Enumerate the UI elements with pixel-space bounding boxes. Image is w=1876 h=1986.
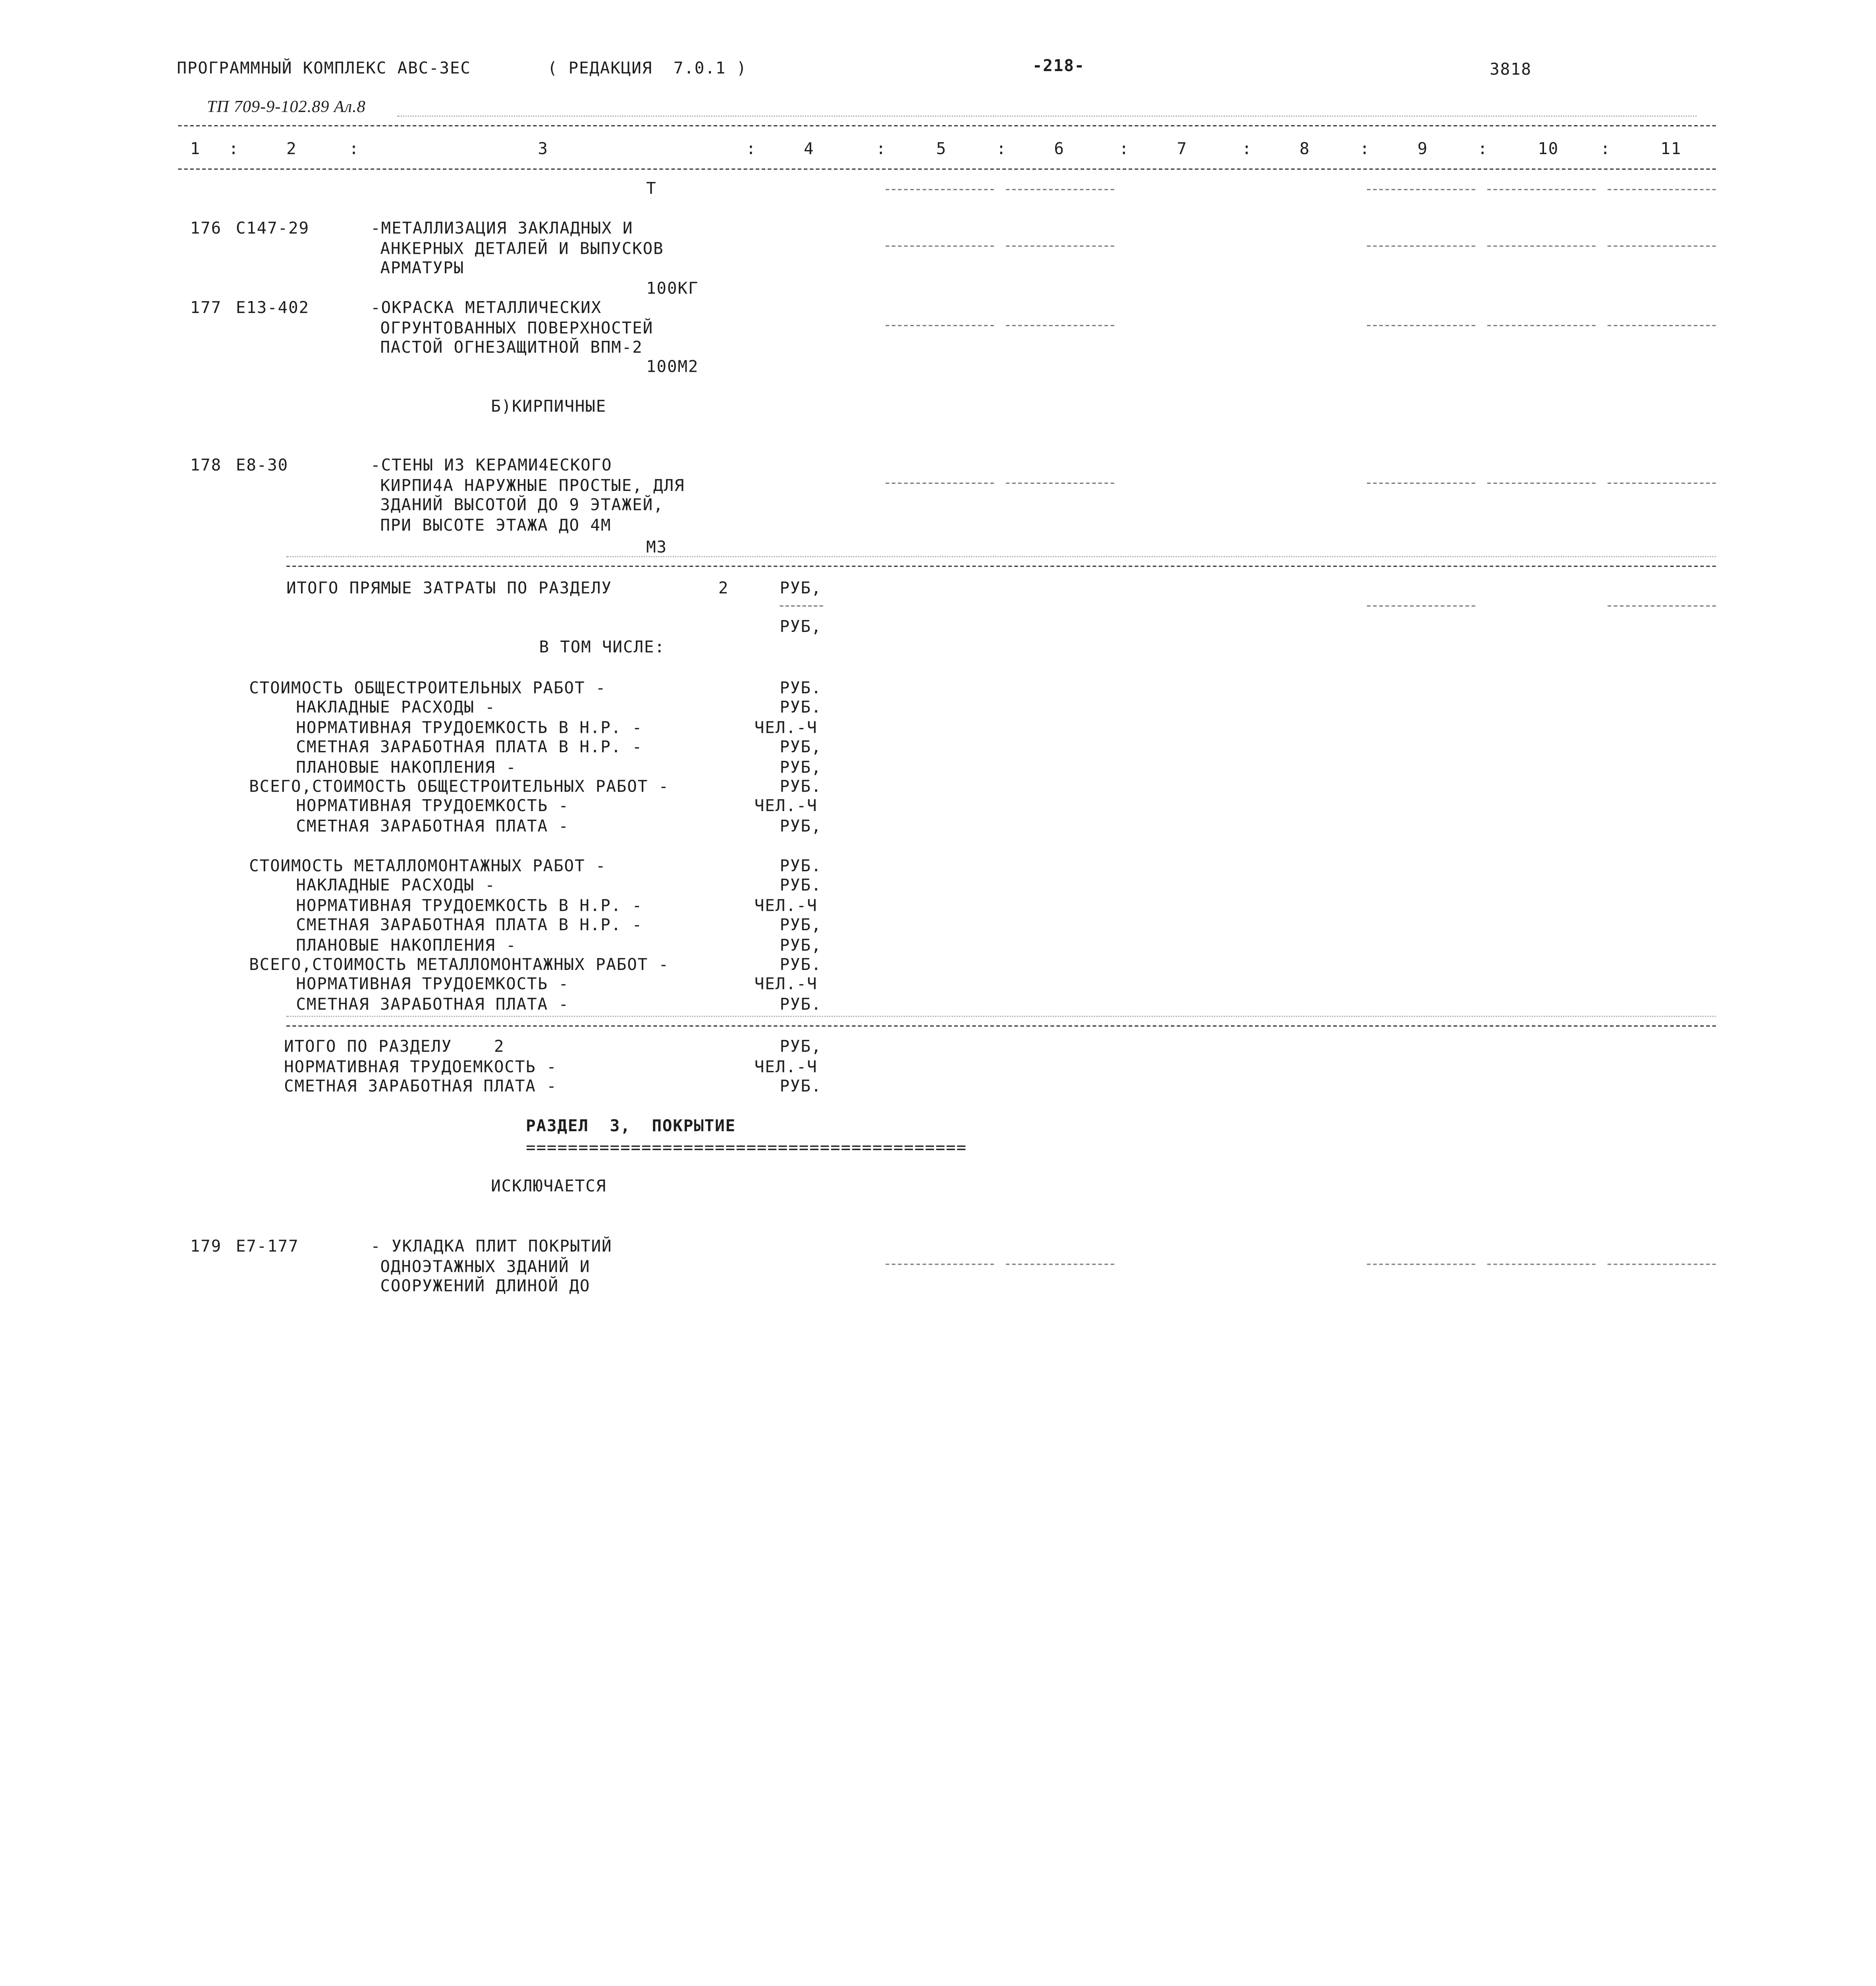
program-title: ПРОГРАММНЫЙ КОМПЛЕКС АВС-ЗЕС xyxy=(177,59,471,78)
unit-label: РУБ. xyxy=(780,955,822,975)
unit-label: РУБ. xyxy=(780,678,822,698)
summary-line-label: НОРМАТИВНАЯ ТРУДОЕМКОСТЬ - xyxy=(284,1057,557,1077)
divider xyxy=(1608,1264,1716,1265)
project-reference: ТП 709-9-102.89 Ал.8 xyxy=(207,99,366,117)
divider xyxy=(1006,189,1114,190)
column-number-4: 4 xyxy=(804,139,814,159)
column-separator: : xyxy=(228,139,239,159)
column-number-8: 8 xyxy=(1299,139,1310,159)
unit-label: РУБ. xyxy=(780,857,822,876)
cost-line-label: ВСЕГО,СТОИМОСТЬ МЕТАЛЛОМОНТАЖНЫХ РАБОТ - xyxy=(249,955,670,975)
column-number-6: 6 xyxy=(1054,139,1065,159)
unit-label: РУБ. xyxy=(780,698,822,718)
column-number-3: 3 xyxy=(538,139,548,159)
item-number: 176 xyxy=(190,219,222,238)
table-top-rule xyxy=(178,125,1716,126)
divider xyxy=(886,483,994,484)
including-label: В ТОМ ЧИСЛЕ: xyxy=(539,638,665,657)
divider xyxy=(1006,483,1114,484)
item-description: ПАСТОЙ ОГНЕЗАЩИТНОЙ ВПМ-2 xyxy=(380,338,643,357)
item-description: КИРПИ4А НАРУЖНЫЕ ПРОСТЫЕ, ДЛЯ xyxy=(380,476,685,495)
divider xyxy=(1608,245,1716,247)
item-description: ОДНОЭТАЖНЫХ ЗДАНИЙ И xyxy=(380,1257,591,1277)
unit-label: ЧЕЛ.-Ч xyxy=(754,718,818,738)
item-description: -ОКРАСКА МЕТАЛЛИЧЕСКИХ xyxy=(371,298,602,318)
item-description: - УКЛАДКА ПЛИТ ПОКРЫТИЙ xyxy=(371,1237,612,1257)
summary-line-label: СМЕТНАЯ ЗАРАБОТНАЯ ПЛАТА - xyxy=(284,1077,557,1097)
column-separator: : xyxy=(1241,139,1253,159)
column-number-1: 1 xyxy=(190,139,201,159)
cost-line-label: ПЛАНОВЫЕ НАКОПЛЕНИЯ - xyxy=(296,936,517,955)
unit-label: М3 xyxy=(646,538,668,557)
unit-label: РУБ, xyxy=(780,817,822,837)
cost-line-label: СТОИМОСТЬ МЕТАЛЛОМОНТАЖНЫХ РАБОТ - xyxy=(249,857,606,876)
divider xyxy=(886,325,994,326)
unit-label: ЧЕЛ.-Ч xyxy=(754,975,818,995)
divider xyxy=(780,605,823,607)
cost-line-label: НАКЛАДНЫЕ РАСХОДЫ - xyxy=(296,698,496,718)
unit-label: РУБ, xyxy=(780,757,822,777)
divider xyxy=(1006,325,1114,326)
cost-line-label: ПЛАНОВЫЕ НАКОПЛЕНИЯ - xyxy=(296,757,517,777)
divider xyxy=(1487,483,1596,484)
divider xyxy=(1367,325,1475,326)
item-code: С147-29 xyxy=(235,219,309,238)
column-separator: : xyxy=(1359,139,1370,159)
item-description: ПРИ ВЫСОТЕ ЭТАЖА ДО 4М xyxy=(380,516,612,535)
divider xyxy=(1487,325,1596,326)
cost-line-label: СМЕТНАЯ ЗАРАБОТНАЯ ПЛАТА - xyxy=(296,995,569,1014)
unit-label: ЧЕЛ.-Ч xyxy=(754,797,818,817)
item-code: Е7-177 xyxy=(235,1237,299,1257)
item-description: ЗДАНИЙ ВЫСОТОЙ ДО 9 ЭТАЖЕЙ, xyxy=(380,496,664,515)
item-number: 179 xyxy=(190,1237,222,1257)
divider xyxy=(1487,1264,1596,1265)
column-number-2: 2 xyxy=(286,139,297,159)
divider xyxy=(1367,189,1475,190)
item-description: -МЕТАЛЛИЗАЦИЯ ЗАКЛАДНЫХ И xyxy=(371,219,633,238)
divider xyxy=(286,1016,1716,1017)
subheading: Б)КИРПИЧНЫЕ xyxy=(491,397,607,417)
divider xyxy=(1487,189,1596,190)
unit-label: Т xyxy=(646,179,657,199)
column-separator: : xyxy=(1477,139,1488,159)
divider xyxy=(1608,325,1716,326)
item-number: 178 xyxy=(190,456,222,475)
unit-label: РУБ, xyxy=(780,738,822,757)
column-number-10: 10 xyxy=(1538,139,1559,159)
divider xyxy=(1006,1264,1114,1265)
unit-label: 100М2 xyxy=(646,357,699,377)
divider xyxy=(1608,605,1716,607)
divider xyxy=(1367,483,1475,484)
section-title: РАЗДЕЛ 3, ПОКРЫТИЕ xyxy=(526,1117,736,1136)
divider xyxy=(1608,189,1716,190)
column-header-rule xyxy=(178,168,1716,170)
cost-line-label: СМЕТНАЯ ЗАРАБОТНАЯ ПЛАТА В Н.Р. - xyxy=(296,916,643,935)
cost-line-label: СМЕТНАЯ ЗАРАБОТНАЯ ПЛАТА - xyxy=(296,817,569,837)
item-description: ОГРУНТОВАННЫХ ПОВЕРХНОСТЕЙ xyxy=(380,318,654,338)
item-description: СООРУЖЕНИЙ ДЛИНОЙ ДО xyxy=(380,1277,591,1296)
divider xyxy=(1487,245,1596,247)
unit-label: 100КГ xyxy=(646,279,699,299)
divider xyxy=(286,1026,1716,1027)
item-description: АНКЕРНЫХ ДЕТАЛЕЙ И ВЫПУСКОВ xyxy=(380,239,664,258)
cost-line-label: НАКЛАДНЫЕ РАСХОДЫ - xyxy=(296,877,496,896)
divider xyxy=(286,556,1716,557)
divider xyxy=(1608,483,1716,484)
divider xyxy=(1006,245,1114,247)
item-number: 177 xyxy=(190,298,222,318)
divider xyxy=(886,1264,994,1265)
divider xyxy=(286,566,1716,567)
unit-label: РУБ. xyxy=(780,995,822,1014)
item-code: Е13-402 xyxy=(235,298,309,318)
item-code: Е8-30 xyxy=(235,456,289,475)
cost-line-label: НОРМАТИВНАЯ ТРУДОЕМКОСТЬ В Н.Р. - xyxy=(296,896,643,916)
column-separator: : xyxy=(876,139,887,159)
unit-label: ЧЕЛ.-Ч xyxy=(754,896,818,916)
column-separator: : xyxy=(996,139,1007,159)
unit-label: РУБ, xyxy=(780,617,822,637)
divider xyxy=(1367,245,1475,247)
cost-line-label: НОРМАТИВНАЯ ТРУДОЕМКОСТЬ - xyxy=(296,975,569,995)
unit-label: РУБ. xyxy=(780,877,822,896)
divider xyxy=(397,116,1697,117)
unit-label: РУБ, xyxy=(780,936,822,955)
divider xyxy=(886,245,994,247)
column-number-5: 5 xyxy=(936,139,947,159)
column-separator: : xyxy=(1600,139,1611,159)
item-description: АРМАТУРЫ xyxy=(380,259,465,278)
unit-label: РУБ, xyxy=(780,579,822,598)
cost-line-label: ВСЕГО,СТОИМОСТЬ ОБЩЕСТРОИТЕЛЬНЫХ РАБОТ - xyxy=(249,777,670,797)
unit-label: РУБ. xyxy=(780,1077,822,1097)
cost-line-label: НОРМАТИВНАЯ ТРУДОЕМКОСТЬ В Н.Р. - xyxy=(296,718,643,738)
section-number: 2 xyxy=(718,579,729,598)
unit-label: РУБ, xyxy=(780,916,822,935)
divider xyxy=(1367,605,1475,607)
summary-line-label: ИТОГО ПО РАЗДЕЛУ 2 xyxy=(284,1037,505,1057)
divider xyxy=(1367,1264,1475,1265)
section-underline: ========================================== xyxy=(526,1138,967,1158)
column-number-11: 11 xyxy=(1660,139,1682,159)
cost-line-label: НОРМАТИВНАЯ ТРУДОЕМКОСТЬ - xyxy=(296,797,569,817)
edition-label: ( РЕДАКЦИЯ 7.0.1 ) xyxy=(547,59,747,78)
cost-line-label: СТОИМОСТЬ ОБЩЕСТРОИТЕЛЬНЫХ РАБОТ - xyxy=(249,678,606,698)
excluded-label: ИСКЛЮЧАЕТСЯ xyxy=(491,1177,607,1196)
column-number-9: 9 xyxy=(1417,139,1428,159)
section-total-label: ИТОГО ПРЯМЫЕ ЗАТРАТЫ ПО РАЗДЕЛУ xyxy=(286,579,612,598)
column-separator: : xyxy=(1119,139,1130,159)
divider xyxy=(886,189,994,190)
sheet-number: 3818 xyxy=(1490,60,1532,79)
unit-label: РУБ, xyxy=(780,1037,822,1057)
column-separator: : xyxy=(349,139,360,159)
column-separator: : xyxy=(746,139,757,159)
unit-label: ЧЕЛ.-Ч xyxy=(754,1057,818,1077)
unit-label: РУБ. xyxy=(780,777,822,797)
page-mark: -218- xyxy=(1032,56,1085,76)
column-number-7: 7 xyxy=(1177,139,1187,159)
cost-line-label: СМЕТНАЯ ЗАРАБОТНАЯ ПЛАТА В Н.Р. - xyxy=(296,738,643,757)
item-description: -СТЕНЫ ИЗ КЕРАМИ4ЕСКОГО xyxy=(371,456,612,475)
